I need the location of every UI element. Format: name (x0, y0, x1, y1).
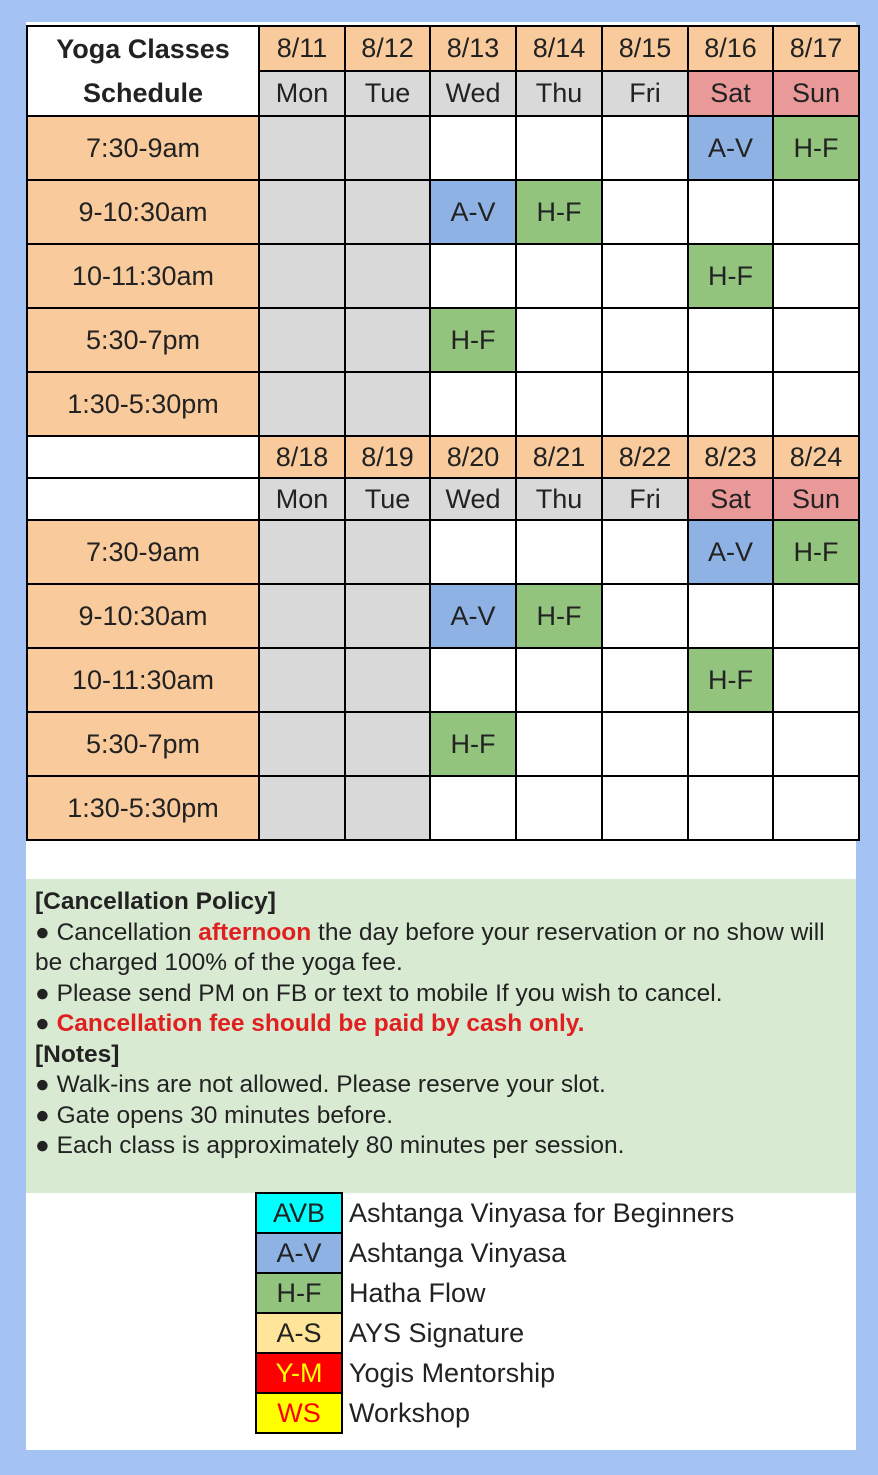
slot-cell (345, 648, 430, 712)
time-slot-label: 9-10:30am (27, 584, 259, 648)
blank-cell (27, 436, 259, 478)
date-cell: 8/19 (345, 436, 430, 478)
slot-cell (602, 372, 688, 436)
slot-cell (259, 180, 345, 244)
slot-cell (345, 584, 430, 648)
class-slot: H-F (688, 648, 773, 712)
weekday-cell: Sat (688, 478, 773, 520)
time-slot-label: 1:30-5:30pm (27, 372, 259, 436)
policy-warning: Cancellation fee should be paid by cash only. (56, 1010, 585, 1037)
legend-name: Yogis Mentorship (349, 1357, 556, 1388)
slot-cell (516, 116, 602, 180)
slot-cell (688, 776, 773, 840)
slot-cell (259, 244, 345, 308)
date-cell: 8/17 (773, 26, 859, 71)
legend-name: Ashtanga Vinyasa (349, 1237, 567, 1268)
legend-code: WS (256, 1393, 342, 1433)
time-slot-label: 5:30-7pm (27, 712, 259, 776)
slot-cell (259, 308, 345, 372)
legend-code: A-V (256, 1233, 342, 1273)
legend-code: A-S (256, 1313, 342, 1353)
class-slot: H-F (688, 244, 773, 308)
slot-cell (602, 116, 688, 180)
slot-cell (430, 520, 516, 584)
weekday-cell: Sat (688, 71, 773, 116)
slot-cell (259, 372, 345, 436)
slot-cell (602, 308, 688, 372)
date-cell: 8/11 (259, 26, 345, 71)
weekday-cell: Mon (259, 478, 345, 520)
date-cell: 8/13 (430, 26, 516, 71)
weekday-cell: Fri (602, 478, 688, 520)
slot-cell (259, 648, 345, 712)
note-item: ● Each class is approximately 80 minutes per session. (35, 1132, 625, 1159)
slot-cell (602, 776, 688, 840)
date-cell: 8/18 (259, 436, 345, 478)
slot-cell (259, 584, 345, 648)
slot-cell (688, 584, 773, 648)
date-cell: 8/21 (516, 436, 602, 478)
class-slot: A-V (688, 116, 773, 180)
class-slot: H-F (430, 712, 516, 776)
policy-highlight: afternoon (198, 918, 312, 946)
weekday-cell: Sun (773, 478, 859, 520)
legend-name: Ashtanga Vinyasa for Beginners (349, 1197, 735, 1228)
slot-cell (430, 372, 516, 436)
slot-cell (773, 308, 859, 372)
legend-code: AVB (256, 1193, 342, 1233)
date-cell: 8/22 (602, 436, 688, 478)
slot-cell (688, 372, 773, 436)
policy-item: ● Please send PM on FB or text to mobile If you wish to cancel. (35, 979, 723, 1007)
weekday-cell: Wed (430, 478, 516, 520)
policy-header: [Cancellation Policy] (35, 888, 276, 915)
date-cell: 8/24 (773, 436, 859, 478)
note-item: ● Walk-ins are not allowed. Please reserve your slot. (35, 1071, 606, 1098)
slot-cell (345, 308, 430, 372)
weekday-cell: Wed (430, 71, 516, 116)
slot-cell (516, 244, 602, 308)
slot-cell (516, 648, 602, 712)
slot-cell (602, 712, 688, 776)
date-cell: 8/20 (430, 436, 516, 478)
slot-cell (345, 180, 430, 244)
weekday-cell: Sun (773, 71, 859, 116)
slot-cell (688, 308, 773, 372)
time-slot-label: 7:30-9am (27, 520, 259, 584)
weekday-cell: Tue (345, 71, 430, 116)
slot-cell (773, 584, 859, 648)
date-cell: 8/15 (602, 26, 688, 71)
slot-cell (430, 648, 516, 712)
policy-notes-box (26, 879, 856, 1193)
date-cell: 8/16 (688, 26, 773, 71)
time-slot-label: 9-10:30am (27, 180, 259, 244)
weekday-cell: Fri (602, 71, 688, 116)
legend-code: Y-M (256, 1353, 342, 1393)
slot-cell (430, 776, 516, 840)
weekday-cell: Thu (516, 71, 602, 116)
class-slot: H-F (773, 520, 859, 584)
slot-cell (345, 244, 430, 308)
slot-cell (259, 116, 345, 180)
notes-header: [Notes] (35, 1040, 120, 1068)
slot-cell (602, 584, 688, 648)
policy-item: ● Cancellation afternoon the day before your reservation or no show will be charged 100% of the yoga fee. (35, 918, 825, 976)
slot-cell (259, 520, 345, 584)
slot-cell (602, 244, 688, 308)
slot-cell (259, 712, 345, 776)
class-slot: H-F (516, 180, 602, 244)
class-slot: H-F (773, 116, 859, 180)
policy-item: ● Cancellation fee should be paid by cash only. (35, 1010, 585, 1037)
legend-name: Workshop (349, 1397, 471, 1428)
slot-cell (688, 180, 773, 244)
class-slot: H-F (516, 584, 602, 648)
slot-cell (345, 712, 430, 776)
slot-cell (773, 776, 859, 840)
slot-cell (516, 520, 602, 584)
slot-cell (516, 776, 602, 840)
legend-code: H-F (256, 1273, 342, 1313)
slot-cell (688, 712, 773, 776)
slot-cell (259, 776, 345, 840)
time-slot-label: 10-11:30am (27, 648, 259, 712)
schedule-title: Yoga Classes Schedule (27, 26, 259, 116)
date-cell: 8/12 (345, 26, 430, 71)
legend-name: AYS Signature (349, 1317, 525, 1348)
note-item: ● Gate opens 30 minutes before. (35, 1101, 394, 1129)
slot-cell (773, 244, 859, 308)
slot-cell (345, 776, 430, 840)
slot-cell (430, 244, 516, 308)
class-slot: A-V (430, 584, 516, 648)
legend-table (255, 1192, 736, 1434)
slot-cell (773, 712, 859, 776)
slot-cell (516, 308, 602, 372)
time-slot-label: 5:30-7pm (27, 308, 259, 372)
slot-cell (345, 520, 430, 584)
time-slot-label: 10-11:30am (27, 244, 259, 308)
schedule-table (26, 25, 860, 841)
slot-cell (602, 648, 688, 712)
slot-cell (773, 372, 859, 436)
date-cell: 8/23 (688, 436, 773, 478)
time-slot-label: 1:30-5:30pm (27, 776, 259, 840)
class-slot: H-F (430, 308, 516, 372)
weekday-cell: Tue (345, 478, 430, 520)
slot-cell (773, 648, 859, 712)
legend-name: Hatha Flow (349, 1277, 486, 1308)
slot-cell (345, 116, 430, 180)
weekday-cell: Thu (516, 478, 602, 520)
slot-cell (773, 180, 859, 244)
time-slot-label: 7:30-9am (27, 116, 259, 180)
slot-cell (516, 372, 602, 436)
class-slot: A-V (430, 180, 516, 244)
blank-cell (27, 478, 259, 520)
class-slot: A-V (688, 520, 773, 584)
slot-cell (516, 712, 602, 776)
slot-cell (602, 180, 688, 244)
slot-cell (345, 372, 430, 436)
slot-cell (602, 520, 688, 584)
slot-cell (430, 116, 516, 180)
date-cell: 8/14 (516, 26, 602, 71)
weekday-cell: Mon (259, 71, 345, 116)
